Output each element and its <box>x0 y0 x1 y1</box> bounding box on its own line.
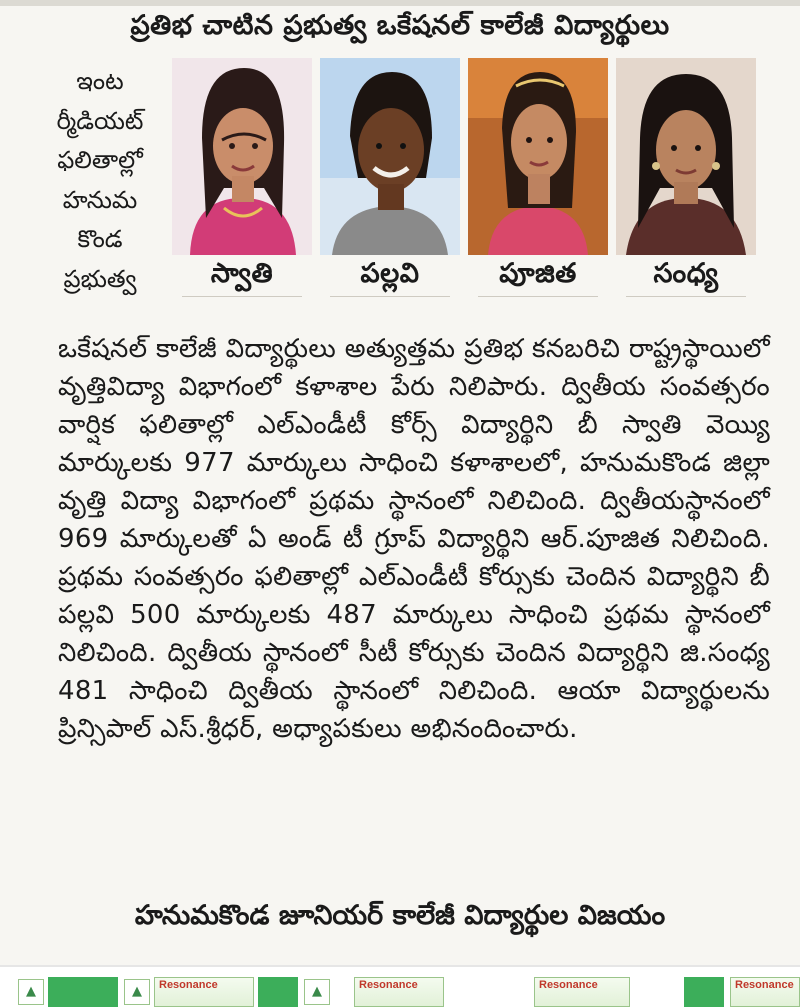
previous-article-strip <box>0 0 800 6</box>
intro-line: ఫలితాల్లో <box>57 146 143 174</box>
student-photo-pallavi <box>320 58 460 255</box>
ad-logo-icon: ▲ <box>124 979 150 1005</box>
student-photos <box>172 58 762 258</box>
article-body: ఒకేషనల్ కాలేజీ విద్యార్థులు అత్యుత్తమ ప్రతిభ కనబరిచి రాష్ట్రస్థాయిలో వృత్తివిద్యా విభాగంలో కళాశాల పేరు నిలిపారు. ద్వితీయ సంవత్సరం వార్షిక ఫలితాల్లో ఎల్ఎండీటీ కోర్స్ విద్యార్థిని బీ స్వాతి వెయ్యి మార్కులకు 977 మార్కులు సాధించి కళాశాలలో, హనుమకొండ జిల్లా వృత్తి విద్యా విభాగంలో ప్రథమ స్థానంలో నిలిచింది. ద్వితీయస్థానంలో 969 మార్కులతో ఏ అండ్ టీ గ్రూప్ విద్యార్థిని ఆర్.పూజిత నిలిచింది. ప్రథమ సంవత్సరం ఫలితాల్లో ఎల్ఎండీటీ కోర్సుకు చెందిన విద్యార్థిని బీ పల్లవి 500 మార్కులకు 487 మార్కులు సాధించి ప్రథమ స్థానంలో నిలిచింది. ద్వితీయ స్థానంలో సీటీ కోర్సుకు చెందిన విద్యార్థిని జి.సంధ్య 481 సాధించి ద్వితీయ స్థానంలో నిలిచింది. ఆయా విద్యార్థులను ప్రిన్సిపాల్ ఎస్.శ్రీధర్, అధ్యాపకులు అభినందించారు. <box>58 334 770 744</box>
intro-line: కొండ <box>77 225 123 253</box>
intro-line: ర్మీడియట్ <box>56 106 144 135</box>
ad-brand-tile: Resonance <box>534 977 630 1007</box>
ad-logo-icon: ▲ <box>18 979 44 1005</box>
intro-line: ప్రభుత్వ <box>63 264 137 293</box>
ad-logo-icon: ▲ <box>304 979 330 1005</box>
student-photo-poojitha <box>468 58 608 255</box>
ad-brand-tile: Resonance <box>354 977 444 1007</box>
next-article-headline: హనుమకొండ జూనియర్ కాలేజీ విద్యార్థుల విజయం <box>134 900 666 931</box>
student-photo-sandhya <box>616 58 756 255</box>
article-intro <box>30 62 170 299</box>
student-name-label: పల్లవి <box>360 258 420 289</box>
advertisement-strip[interactable] <box>0 965 800 1007</box>
student-photo-swathi <box>172 58 312 255</box>
intro-line: ఇంట <box>76 67 124 95</box>
student-name-label: సంధ్య <box>653 258 719 289</box>
caption-divider <box>330 296 450 297</box>
student-name-label: స్వాతి <box>210 258 274 289</box>
caption-divider <box>478 296 598 297</box>
ad-brand-tile: Resonance <box>154 977 254 1007</box>
caption-divider <box>182 296 302 297</box>
caption-divider <box>626 296 746 297</box>
ad-green-panel <box>48 977 118 1007</box>
article-headline: ప్రతిభ చాటిన ప్రభుత్వ ఒకేషనల్ కాలేజీ విద్యార్థులు <box>130 10 670 41</box>
student-name-label: పూజిత <box>499 258 577 289</box>
ad-brand-tile: Resonance <box>730 977 800 1007</box>
intro-line: హనుమ <box>62 185 138 214</box>
ad-green-panel <box>258 977 298 1007</box>
ad-green-panel <box>684 977 724 1007</box>
